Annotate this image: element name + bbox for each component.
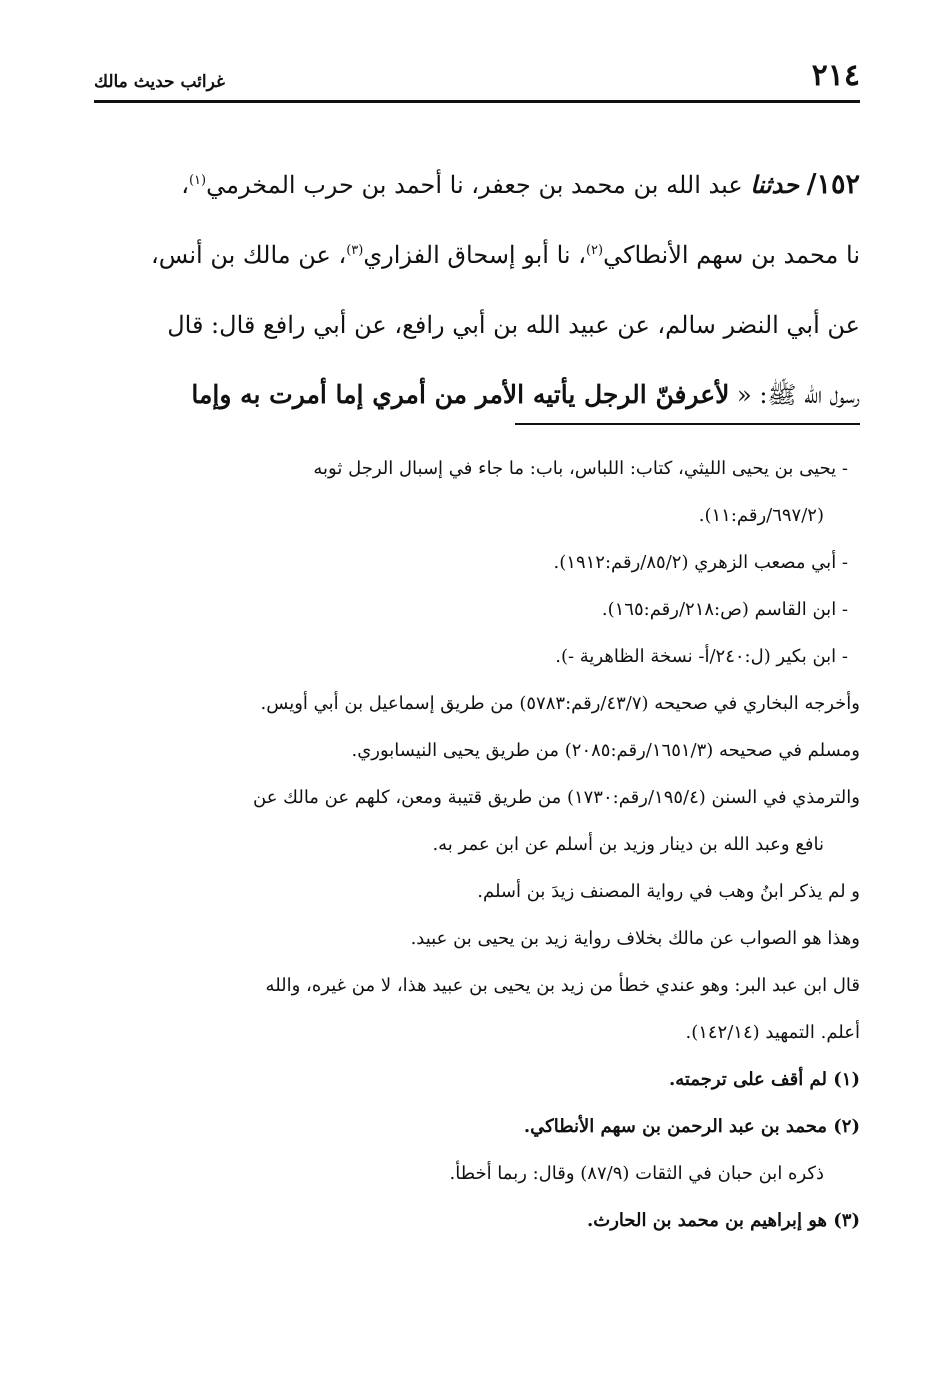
footnote-ref-1[interactable]: (١): [188, 173, 207, 188]
isnad-comma: ،: [181, 171, 189, 199]
hadith-line-4: [94, 360, 860, 430]
running-title: غرائب حديث مالك: [94, 72, 225, 92]
hadith-line-2: [94, 220, 860, 290]
hadith-text: [94, 150, 860, 430]
footnote-1: (١) لم أقف على ترجمته.: [668, 1069, 860, 1090]
isnad-part-2c: ، عن مالك بن أنس،: [151, 241, 347, 269]
hadith-line-3: عن أبي النضر سالم، عن عبيد الله بن أبي رافع، عن أبي رافع قال: قال: [167, 311, 860, 339]
footnote-ref-3[interactable]: (٣): [346, 243, 364, 258]
note-line: وأخرجه البخاري في صحيحه (٤٣/٧/رقم:٥٧٨٣) من طريق إسماعيل بن أبي أويس.: [260, 693, 860, 714]
hadith-number: ١٥٢/: [806, 169, 860, 200]
note-line: - يحيى بن يحيى الليثي، كتاب: اللباس، باب: ما جاء في إسبال الرجل ثوبه: [313, 458, 848, 479]
page-number: ٢١٤: [811, 58, 860, 93]
note-line: وهذا هو الصواب عن مالك بخلاف رواية زيد بن يحيى بن عبيد.: [410, 928, 860, 949]
isnad-part-2a: نا محمد بن سهم الأنطاكي: [603, 241, 860, 269]
footnotes-section: [94, 445, 860, 1244]
note-line: أعلم. التمهيد (١٤٢/١٤).: [685, 1022, 860, 1043]
note-line: ومسلم في صحيحه (١٦٥١/٣/رقم:٢٠٨٥) من طريق يحيى النيسابوري.: [351, 740, 860, 761]
footnote-ref-2[interactable]: (٢): [585, 243, 604, 258]
footnote-divider: [515, 423, 860, 425]
note-line: والترمذي في السنن (١٩٥/٤/رقم:١٧٣٠) من طريق قتيبة ومعن، كلهم عن مالك عن: [253, 787, 860, 808]
note-line: و لم يذكر ابنُ وهب في رواية المصنف زيدَ بن أسلم.: [477, 881, 860, 902]
footnote-3: (٣) هو إبراهيم بن محمد بن الحارث.: [587, 1210, 860, 1231]
note-line: (٦٩٧/٢/رقم:١١).: [698, 505, 824, 526]
note-line: - أبي مصعب الزهري (٨٥/٢/رقم:١٩١٢).: [553, 552, 848, 573]
haddathana-word: حدثنا: [750, 170, 799, 199]
footnote-2: (٢) محمد بن عبد الرحمن بن سهم الأنطاكي.: [523, 1116, 860, 1137]
note-line: نافع وعبد الله بن دينار وزيد بن أسلم عن ابن عمر به.: [432, 834, 824, 855]
matn-quote: لأعرفنّ الرجل يأتيه الأمر من أمري إما أمرت به وإما: [191, 380, 730, 409]
hadith-line-1: [94, 150, 860, 220]
isnad-part-2b: ، نا أبو إسحاق الفزاري: [363, 241, 586, 269]
note-line: - ابن القاسم (ص:٢١٨/رقم:١٦٥).: [601, 599, 848, 620]
note-line: قال ابن عبد البر: وهو عندي خطأ من زيد بن يحيى بن عبيد هذا، لا من غيره، والله: [265, 975, 860, 996]
page-header: [94, 60, 860, 103]
footnote-2-detail: ذكره ابن حبان في الثقات (٨٧/٩) وقال: ربما أخطأ.: [449, 1163, 824, 1184]
matn-intro: رسول الله ﷺ: «: [737, 381, 860, 409]
book-page: [94, 0, 860, 1377]
isnad-part-1: عبد الله بن محمد بن جعفر، نا أحمد بن حرب المخرمي: [206, 171, 743, 199]
note-line: - ابن بكير (ل:٢٤٠/أ- نسخة الظاهرية -).: [555, 646, 848, 667]
